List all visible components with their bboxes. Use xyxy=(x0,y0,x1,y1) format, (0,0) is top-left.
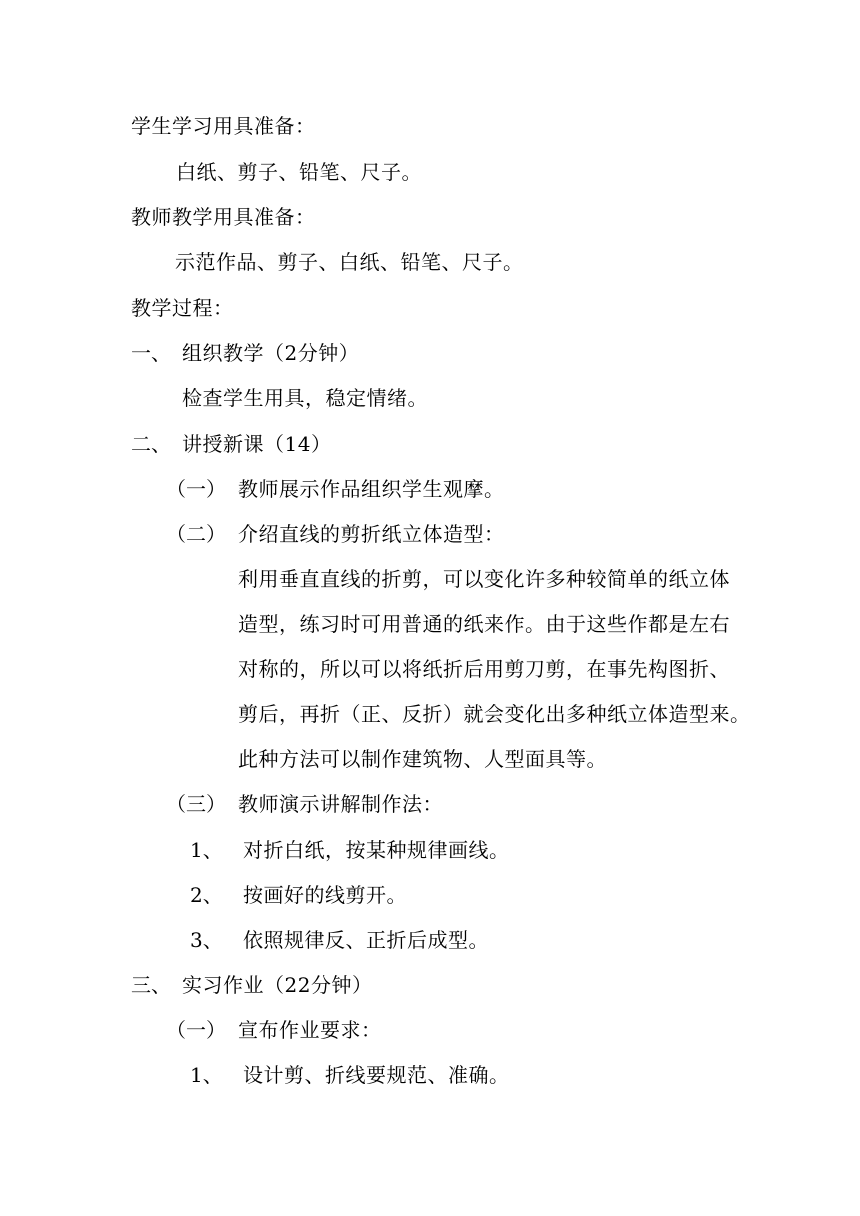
step-marker: 3、 xyxy=(190,928,223,952)
paragraph-line: 造型，练习时可用普通的纸来作。由于这些作都是左右 xyxy=(238,612,730,636)
section3-title: 实习作业（22分钟） xyxy=(182,973,373,997)
teacher-prep-heading: 教师教学用具准备： xyxy=(131,205,316,229)
section1-title: 组织教学（2分钟） xyxy=(182,341,360,365)
teacher-prep-items: 示范作品、剪子、白纸、铅笔、尺子。 xyxy=(175,250,524,274)
section2-sub2-marker: （二） xyxy=(166,522,226,546)
step-marker: 2、 xyxy=(190,883,223,907)
section2-sub3-marker: （三） xyxy=(166,792,226,816)
paragraph-line: 此种方法可以制作建筑物、人型面具等。 xyxy=(238,747,607,771)
student-prep-heading: 学生学习用具准备： xyxy=(131,114,316,138)
section3-marker: 三、 xyxy=(131,973,171,997)
student-prep-items: 白纸、剪子、铅笔、尺子。 xyxy=(176,160,422,184)
paragraph-line: 利用垂直直线的折剪，可以变化许多种较简单的纸立体 xyxy=(238,567,730,591)
section2-sub1-text: 教师展示作品组织学生观摩。 xyxy=(238,477,505,501)
section2-title: 讲授新课（14） xyxy=(182,432,332,456)
step-text: 设计剪、折线要规范、准确。 xyxy=(243,1063,510,1087)
step-marker: 1、 xyxy=(190,1063,223,1087)
paragraph-line: 对称的，所以可以将纸折后用剪刀剪，在事先构图折、 xyxy=(238,657,730,681)
section2-sub1-marker: （一） xyxy=(166,477,226,501)
step-marker: 1、 xyxy=(190,838,223,862)
section2-sub2-text: 介绍直线的剪折纸立体造型： xyxy=(238,522,505,546)
section2-marker: 二、 xyxy=(131,432,171,456)
section2-sub3-text: 教师演示讲解制作法： xyxy=(238,792,443,816)
paragraph-line: 剪后，再折（正、反折）就会变化出多种纸立体造型来。 xyxy=(238,702,751,726)
section3-sub1-text: 宣布作业要求： xyxy=(238,1018,382,1042)
section3-sub1-marker: （一） xyxy=(166,1018,226,1042)
section1-body: 检查学生用具，稳定情绪。 xyxy=(182,386,428,410)
process-heading: 教学过程： xyxy=(131,296,234,320)
section1-marker: 一、 xyxy=(131,341,171,365)
step-text: 依照规律反、正折后成型。 xyxy=(243,928,489,952)
step-text: 对折白纸，按某种规律画线。 xyxy=(243,838,510,862)
step-text: 按画好的线剪开。 xyxy=(243,883,407,907)
